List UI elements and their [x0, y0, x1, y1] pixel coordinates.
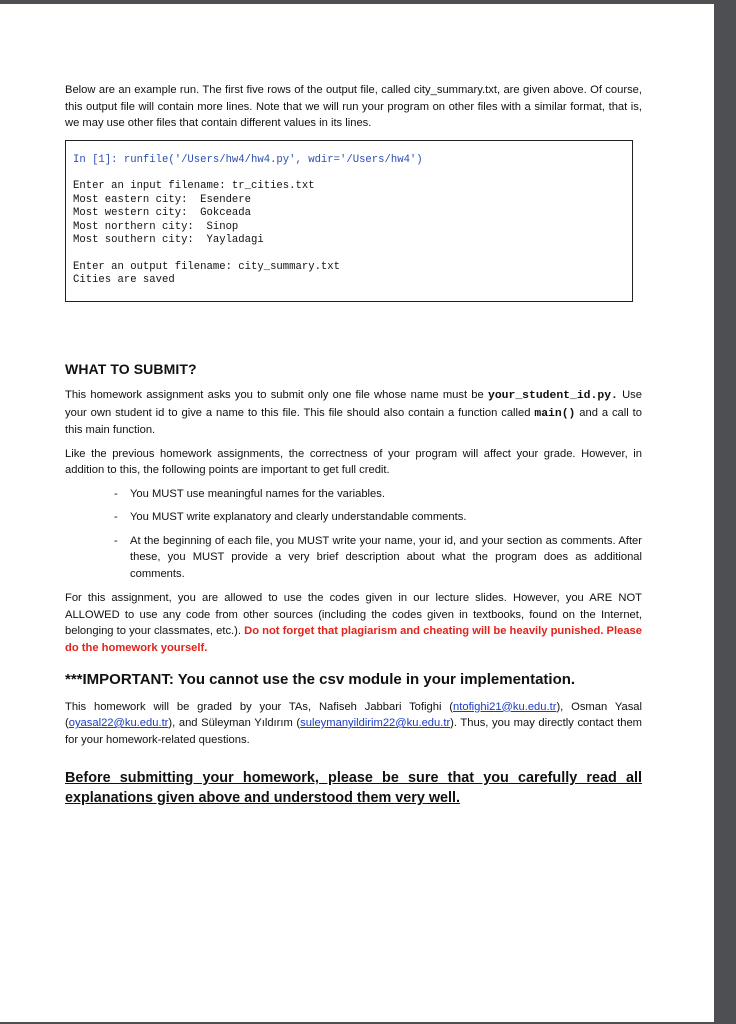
- list-item-text: You MUST use meaningful names for the variables.: [130, 487, 385, 500]
- requirements-list: [65, 486, 642, 583]
- submit-paragraph: [65, 387, 642, 439]
- list-item-text: You MUST write explanatory and clearly understandable comments.: [130, 511, 467, 523]
- plagiarism-paragraph: [65, 590, 642, 656]
- ta-text-1: This homework will be graded by your TAs, Nafiseh Jabbari Tofighi (: [65, 700, 454, 713]
- code-runfile-line: In [1]: runfile('/Users/hw4/hw4.py', wdir='/Users/hw4'): [73, 153, 423, 166]
- plagiarism-warning: Do not forget that plagiarism and cheating will be heavily punished. Please do the homework yourself.: [65, 625, 642, 654]
- page-content: [65, 82, 642, 808]
- code-example-box: [65, 140, 633, 302]
- email-link-oyasal[interactable]: oyasal22@ku.edu.tr: [68, 717, 169, 729]
- submit-text-b: Use your own student id to give a name to this file. This file should also contain a function called: [65, 389, 642, 419]
- intro-paragraph: Below are an example run. The first five rows of the output file, called city_summary.txt, are given above. Of course, this output file will contain more lines. Note that we will run your program on other files with a similar format, that is, we may use other files that contain different values in its lines.: [65, 84, 642, 129]
- final-note: Before submitting your homework, please be sure that you carefully read all explanations given above and understood them very well.: [65, 770, 642, 806]
- email-link-syildirim[interactable]: suleymanyildirim22@ku.edu.tr: [300, 717, 451, 729]
- code-input-block: Enter an input filename: tr_cities.txt Most eastern city: Esendere Most western city: Gokceada Most northern city: Sinop Most southern city: Yayladagi: [73, 180, 315, 246]
- submit-text-a: This homework assignment asks you to submit only one file whose name must be: [65, 389, 488, 401]
- email-link-ntofighi[interactable]: ntofighi21@ku.edu.tr: [453, 700, 557, 713]
- list-item: - You MUST use meaningful names for the variables.: [114, 487, 385, 500]
- main-function-code: main(): [534, 407, 576, 420]
- ta-text-4: ). Thus, you may directly contact them for your homework-related questions.: [65, 717, 642, 746]
- filename-code: your_student_id.py.: [487, 390, 618, 402]
- list-item: - You MUST write explanatory and clearly understandable comments.: [114, 511, 467, 523]
- ta-text-3: ), and Süleyman Yıldırım (: [168, 717, 301, 729]
- document-page: [0, 4, 714, 1022]
- ta-text-2: ), Osman Yasal (: [65, 700, 642, 729]
- list-item-text: At the beginning of each file, you MUST write your name, your id, and your section as comments. After these, you MUST provide a very brief description about what the program does as additional comments.: [130, 534, 642, 580]
- grading-paragraph: Like the previous homework assignments, the correctness of your program will affect your grade. However, in addition to this, the following points are important to get full credit.: [65, 447, 642, 476]
- plagiarism-text: For this assignment, you are allowed to use the codes given in our lecture slides. However, you ARE NOT ALLOWED to use any code from other sources (including the codes given in textbooks, found on the Internet, belonging to your classmates, etc.).: [65, 592, 642, 637]
- what-to-submit-heading: WHAT TO SUBMIT?: [65, 360, 197, 377]
- submit-text-c: and a call to this main function.: [65, 406, 642, 436]
- code-output-block: Enter an output filename: city_summary.txt Cities are saved: [73, 260, 341, 286]
- important-heading: ***IMPORTANT: You cannot use the csv module in your implementation.: [65, 671, 576, 688]
- list-item: - At the beginning of each file, you MUST write your name, your id, and your section as comments. After these, you MUST provide a very brief description about what the program does as additional comments.: [114, 534, 642, 580]
- ta-contact-paragraph: [65, 699, 642, 749]
